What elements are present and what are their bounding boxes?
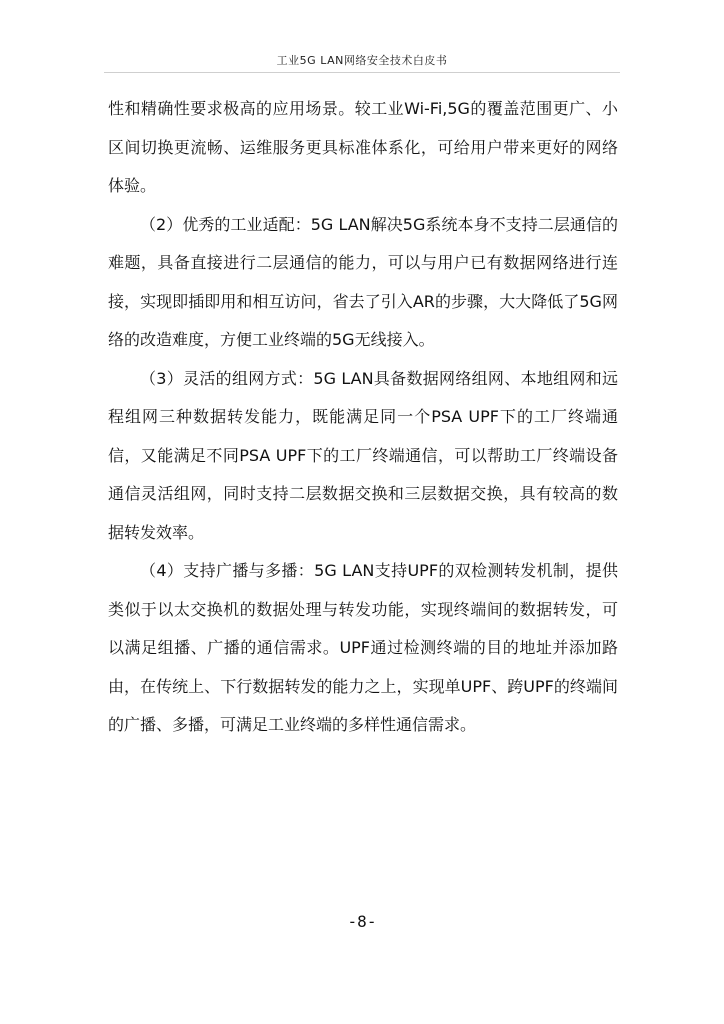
paragraph-flexible-networking: （3）灵活的组网方式：5G LAN具备数据网络组网、本地组网和远程组网三种数据转发能力，既能满足同一个PSA UPF下的工厂终端通信，又能满足不同PSA UPF下的工厂终端通信，可以帮助工厂终端设备通信灵活组网，同时支持二层数据交换和三层数据交换，具有较高的数据转发效率。 <box>108 368 618 542</box>
page-number: -8- <box>347 912 377 931</box>
paragraph-continuation: 性和精确性要求极高的应用场景。较工业Wi-Fi,5G的覆盖范围更广、小区间切换更流畅、运维服务更具标准体系化，可给用户带来更好的网络体验。 <box>108 99 618 195</box>
paragraph-industrial-adaptation: （2）优秀的工业适配：5G LAN解决5G系统本身不支持二层通信的难题，具备直接进行二层通信的能力，可以与用户已有数据网络进行连接，实现即插即用和相互访问，省去了引入AR的步骤，大大降低了5G网络的改造难度，方便工业终端的5G无线接入。 <box>108 214 618 349</box>
paragraph-broadcast-multicast: （4）支持广播与多播：5G LAN支持UPF的双检测转发机制，提供类似于以太交换机的数据处理与转发功能，实现终端间的数据转发，可以满足组播、广播的通信需求。UPF通过检测终端的目的地址并添加路由，在传统上、下行数据转发的能力之上，实现单UPF、跨UPF的终端间的广播、多播，可满足工业终端的多样性通信需求。 <box>108 561 618 734</box>
running-header-title: 工业5G LAN网络安全技术白皮书 <box>276 54 448 67</box>
body-text <box>108 90 618 745</box>
header-divider <box>104 72 620 73</box>
